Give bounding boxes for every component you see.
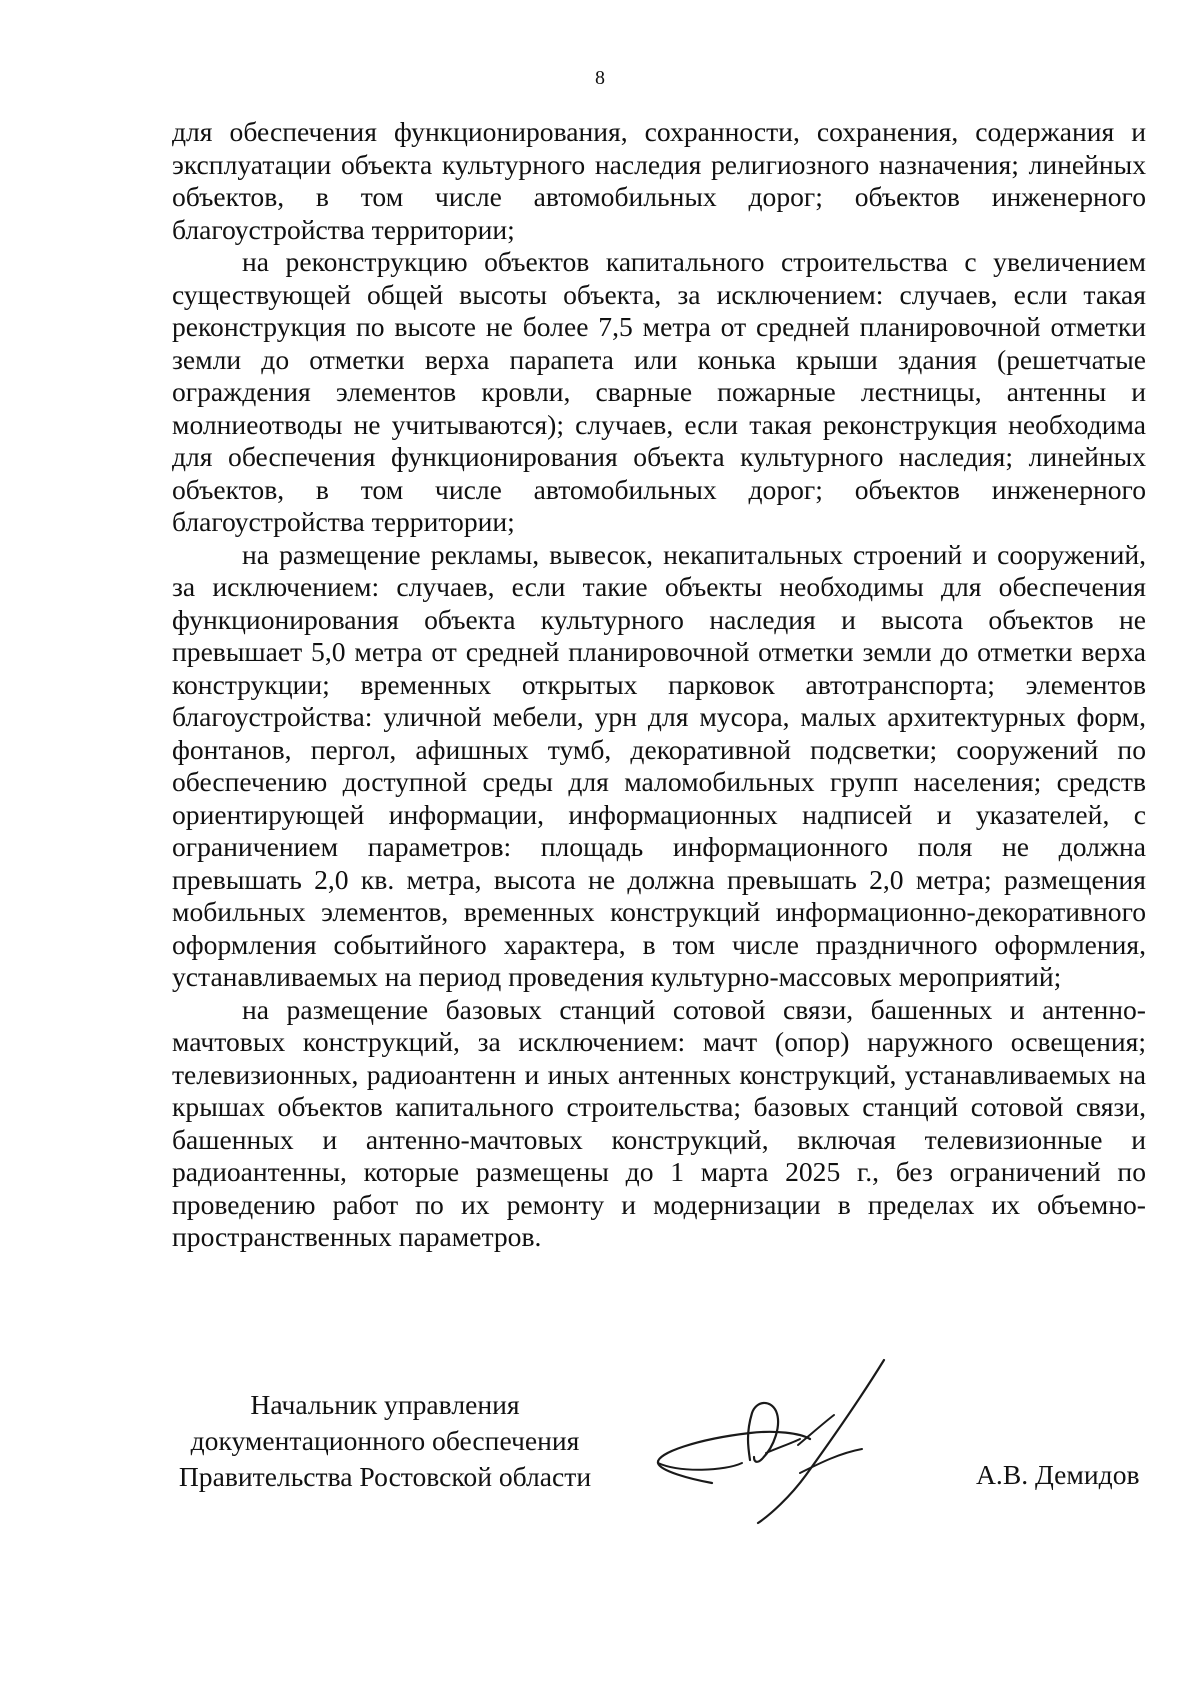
paragraph-continuation: для обеспечения функционирования, сохранности, сохранения, содержания и эксплуатации объекта культурного наследия религиозного назначения; линейных объектов, в том числе автомобильных дорог; объектов инженерного благоустройства территории; [172, 116, 1146, 245]
paragraph-base-stations: на размещение базовых станций сотовой связи, башенных и антенно-мачтовых конструкций, за исключением: мачт (опор) наружного освещения; телевизионных, радиоантенн и иных антенных конструкций, устанавливаемых на крышах объектов капитального строительства; базовых станций сотовой связи, башенных и антенно-мачтовых конструкций, включая телевизионные и радиоантенны, которые размещены до 1 марта 2025 г., без ограничений по проведению работ по их ремонту и модернизации в пределах их объемно-пространственных параметров. [172, 993, 1146, 1252]
signatory-position-line: Начальник управления [250, 1389, 520, 1420]
signatory-position [150, 1387, 620, 1495]
signatory-position-line: Правительства Ростовской области [178, 1461, 592, 1492]
signatory-position-line: документационного обеспечения [190, 1425, 580, 1456]
handwritten-signature [650, 1355, 950, 1525]
paragraph-advertising: на размещение рекламы, вывесок, некапитальных строений и сооружений, за исключением: случаев, если такие объекты необходимы для обеспечения функционирования объекта культурного наследия и высота объектов не превышает 5,0 метра от средней планировочной отметки земли до отметки верха конструкции; временных открытых парковок автотранспорта; элементов благоустройства: уличной мебели, урн для мусора, малых архитектурных форм, фонтанов, пергол, афишных тумб, декоративной подсветки; сооружений по обеспечению доступной среды для маломобильных групп населения; средств ориентирующей информации, информационных надписей и указателей, с ограничением параметров: площадь информационного поля не должна превышать 2,0 кв. метра, высота не должна превышать 2,0 метра; размещения мобильных элементов, временных конструкций информационно-декоративного оформления событийного характера, в том числе праздничного оформления, устанавливаемых на период проведения культурно-массовых мероприятий; [172, 538, 1146, 992]
page-number: 8 [595, 67, 605, 89]
signatory-name: А.В. Демидов [976, 1459, 1140, 1490]
paragraph-reconstruction: на реконструкцию объектов капитального строительства с увеличением существующей общей высоты объекта, за исключением: случаев, если такая реконструкция по высоте не более 7,5 метра от средней планировочной отметки земли до отметки верха парапета или конька крыши здания (решетчатые ограждения элементов кровли, сварные пожарные лестницы, антенны и молниеотводы не учитываются); случаев, если такая реконструкция необходима для обеспечения функционирования объекта культурного наследия; линейных объектов, в том числе автомобильных дорог; объектов инженерного благоустройства территории; [172, 246, 1146, 537]
document-body [172, 116, 1146, 1254]
